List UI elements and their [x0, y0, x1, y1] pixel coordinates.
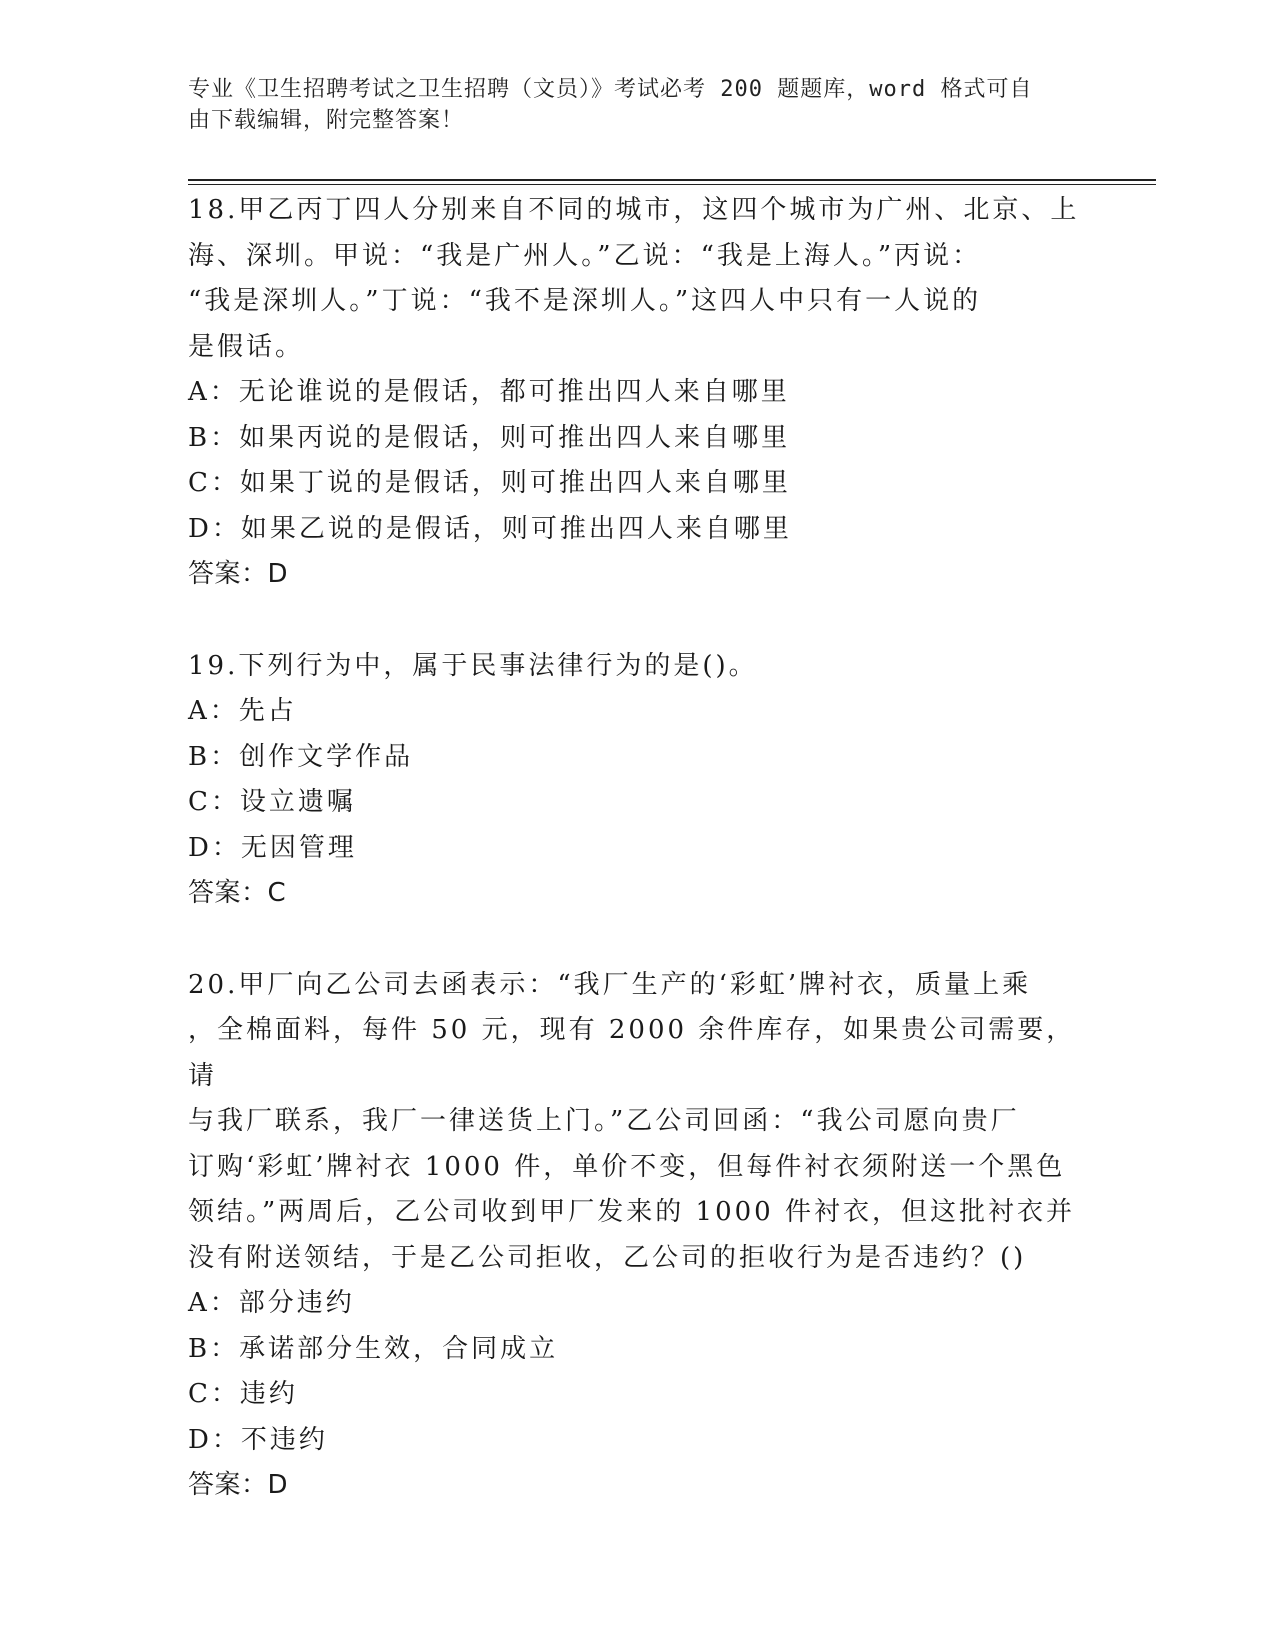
question-stem-line: 领结。”两周后，乙公司收到甲厂发来的 1000 件衬衣，但这批衬衣并: [188, 1197, 1075, 1227]
header-divider-thick: [188, 179, 1156, 181]
option-d: D：如果乙说的是假话，则可推出四人来自哪里: [188, 513, 792, 544]
question-list: [188, 188, 1088, 1509]
option-b: B：创作文学作品: [188, 741, 414, 772]
option-c: C：设立遗嘱: [188, 787, 356, 817]
question-stem-line: “我是深圳人。”丁说：“我不是深圳人。”这四人中只有一人说的: [188, 286, 982, 316]
option-c: C：如果丁说的是假话，则可推出四人来自哪里: [188, 468, 791, 498]
question-stem-line: 是假话。: [188, 331, 305, 362]
option-a: A：无论谁说的是假话，都可推出四人来自哪里: [188, 377, 790, 407]
document-header: [188, 74, 1068, 136]
answer-line: 答案：D: [188, 559, 289, 589]
answer-line: 答案：D: [188, 1470, 289, 1500]
header-line-2: 由下载编辑，附完整答案！: [188, 108, 465, 133]
question-stem-line: 海、深圳。甲说：“我是广州人。”乙说：“我是上海人。”丙说：: [188, 240, 982, 271]
question-stem-line: 18.甲乙丙丁四人分别来自不同的城市，这四个城市为广州、北京、上: [188, 195, 1080, 225]
option-a: A：先占: [188, 696, 297, 726]
option-c: C：违约: [188, 1379, 298, 1409]
question-stem-line: 与我厂联系，我厂一律送货上门。”乙公司回函：“我公司愿向贵厂: [188, 1106, 1020, 1136]
question-stem-line: 20.甲厂向乙公司去函表示：“我厂生产的‘彩虹’牌衬衣，质量上乘: [188, 969, 1032, 1000]
question-19: [188, 644, 1088, 917]
question-stem-line: 19.下列行为中，属于民事法律行为的是()。: [188, 650, 758, 681]
option-d: D：不违约: [188, 1424, 328, 1455]
header-line-1: 专业《卫生招聘考试之卫生招聘（文员）》考试必考 200 题题库，word 格式可自: [188, 77, 1033, 102]
header-divider-thin: [188, 184, 1156, 185]
question-18: [188, 188, 1088, 598]
answer-line: 答案：C: [188, 878, 287, 908]
question-stem-line: 没有附送领结，于是乙公司拒收，乙公司的拒收行为是否违约？(): [188, 1242, 1027, 1273]
question-spacer: [188, 917, 1088, 963]
option-d: D：无因管理: [188, 832, 357, 863]
question-spacer: [188, 598, 1088, 644]
question-stem-line: ，全棉面料，每件 50 元，现有 2000 余件库存，如果贵公司需要，请: [188, 1015, 1076, 1091]
option-b: B：如果丙说的是假话，则可推出四人来自哪里: [188, 422, 791, 453]
question-20: [188, 963, 1088, 1509]
option-a: A：部分违约: [188, 1288, 355, 1318]
option-b: B：承诺部分生效，合同成立: [188, 1333, 559, 1364]
question-stem-line: 订购‘彩虹’牌衬衣 1000 件，单价不变，但每件衬衣须附送一个黑色: [188, 1151, 1066, 1182]
